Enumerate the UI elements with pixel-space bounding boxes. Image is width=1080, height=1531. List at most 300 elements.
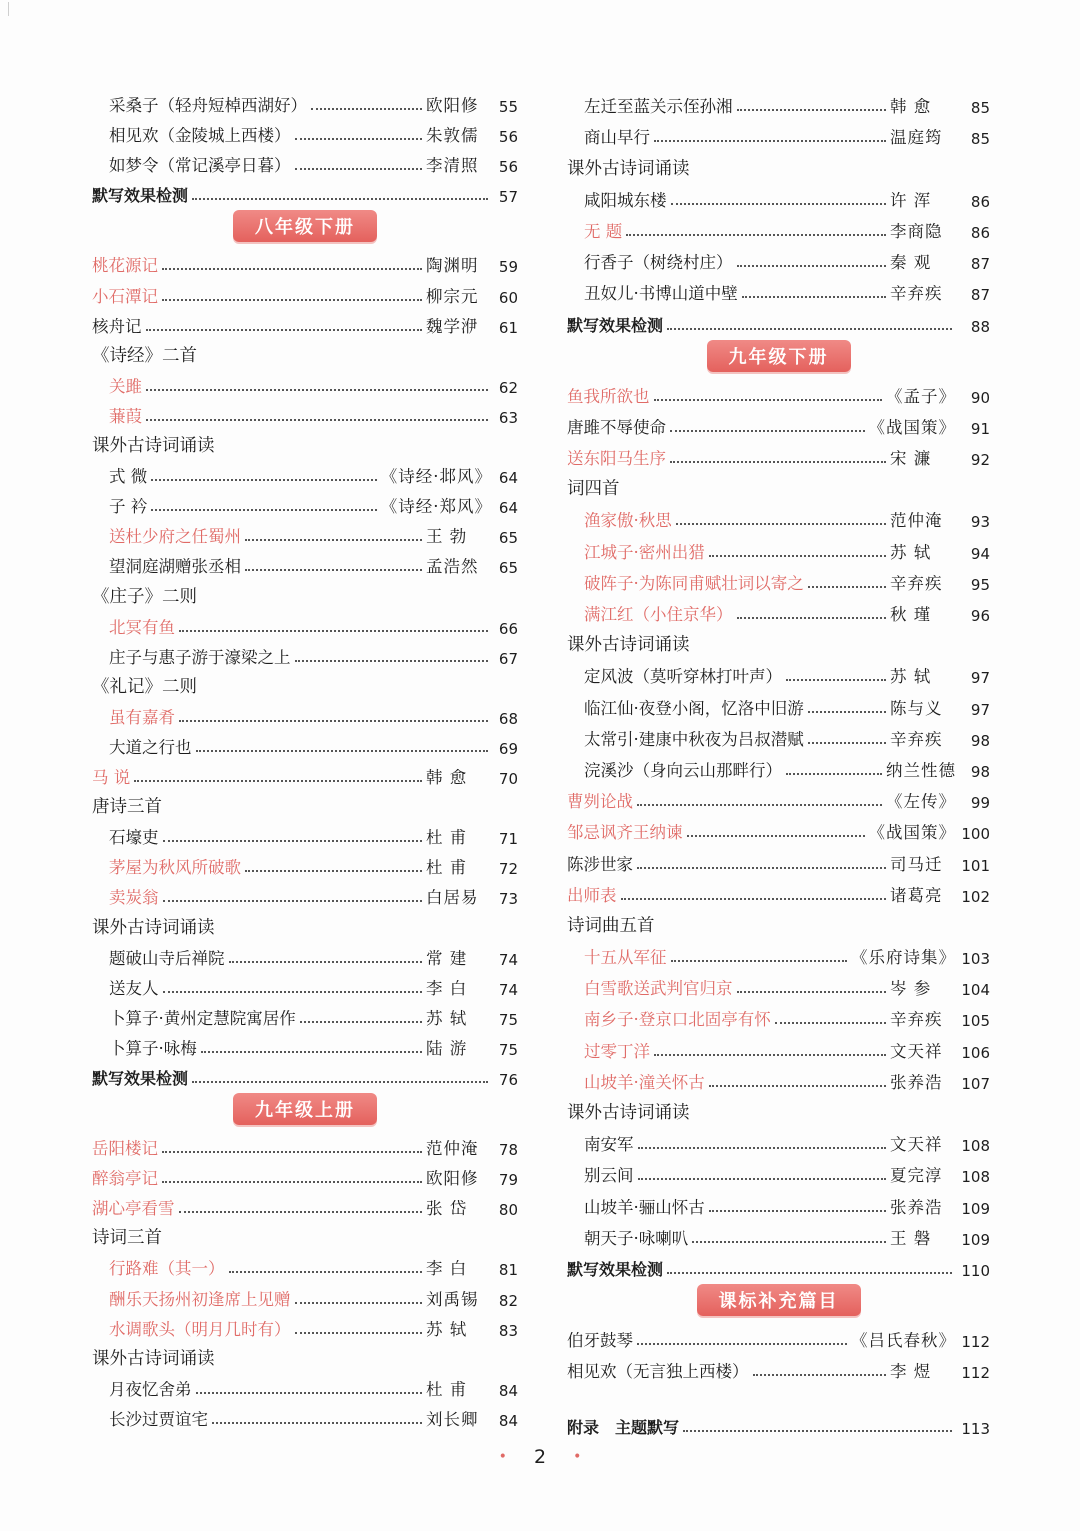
toc-entry[interactable] [92,728,518,758]
entry-title: 长沙过贾谊宅 [109,1409,208,1429]
entry-title: 邹忌讽齐王纳谏 [567,823,683,843]
entry-page-number: 65 [498,529,518,548]
toc-entry[interactable] [92,367,518,397]
entry-title: 出师表 [567,885,617,905]
entry-title: 酬乐天扬州初逢席上见赠 [109,1289,291,1309]
entry-title: 卖炭翁 [109,888,159,908]
entry-author: 陶渊明 [426,256,479,276]
dot-leader [709,1210,886,1212]
entry-author: 纳兰性德 [886,760,956,780]
entry-title: 大道之行也 [109,737,192,757]
entry-title: 送友人 [109,978,159,998]
dot-leader [162,1151,422,1153]
entry-author: 夏完淳 [890,1166,943,1186]
dot-leader [709,1085,886,1087]
dot-leader [737,617,887,619]
toc-entry[interactable] [567,376,990,407]
entry-title: 送杜少府之任蜀州 [109,527,241,547]
entry-page-number: 81 [498,1261,518,1280]
section-banner-label: 课标补充篇目 [697,1284,861,1316]
toc-group-heading: 课外古诗词诵读 [567,158,690,179]
entry-title: 茅屋为秋风所破歌 [109,858,241,878]
entry-title: 满江红（小住京华） [584,605,733,624]
entry-title: 石壕吏 [109,828,159,848]
entry-author: 魏学洢 [426,316,479,336]
toc-entry[interactable] [567,180,990,211]
entry-page-number: 85 [970,99,990,118]
toc-entry[interactable] [92,487,518,517]
toc-entry[interactable] [567,273,990,304]
entry-title: 虽有嘉肴 [109,707,175,727]
toc-entry[interactable] [92,969,518,999]
entry-author: 《左传》 [886,792,956,812]
toc-entry[interactable] [92,1129,518,1159]
entry-title: 白雪歌送武判官归京 [584,979,733,999]
dot-leader [753,1374,887,1376]
entry-page-number: 74 [498,950,518,969]
entry-title: 卜算子·黄州定慧院寓居作 [109,1008,296,1028]
toc-entry[interactable] [567,781,990,812]
entry-title: 如梦令（常记溪亭日暮） [109,156,291,176]
dot-leader [151,479,377,481]
section-banner-label: 八年级下册 [233,210,377,242]
entry-title: 默写效果检测 [567,315,664,335]
toc-entry[interactable] [92,1279,518,1309]
toc-entry[interactable] [92,246,518,276]
entry-author: 司马迁 [890,854,943,874]
dot-leader [637,1343,847,1345]
entry-page-number: 83 [498,1321,518,1340]
dot-leader [134,780,422,782]
entry-page-number: 82 [498,1291,518,1310]
entry-page-number: 84 [498,1381,518,1400]
entry-page-number: 93 [970,513,990,532]
dot-leader [667,328,952,330]
dot-leader [163,991,423,993]
entry-page-number: 62 [498,378,518,397]
toc-entry[interactable] [92,397,518,427]
entry-page-number: 60 [498,288,518,307]
toc-entry[interactable] [567,1062,990,1093]
dot-leader [786,679,886,681]
entry-author: 岑 参 [890,979,932,999]
entry-page-number: 80 [498,1201,518,1220]
toc-group-heading: 词四首 [567,479,620,500]
toc-entry[interactable] [567,1155,990,1186]
toc-entry[interactable] [92,638,518,668]
entry-page-number: 94 [970,544,990,563]
entry-title: 子 衿 [109,497,148,517]
section-banner [92,1089,518,1129]
toc-entry[interactable] [567,117,990,148]
entry-author: 文天祥 [890,1135,943,1155]
toc-entry[interactable] [92,1029,518,1059]
dot-leader [637,867,886,869]
entry-author: 《乐府诗集》 [851,948,956,968]
entry-author: 辛弃疾 [890,1010,943,1030]
dot-leader [808,711,886,713]
toc-entry[interactable] [92,878,518,908]
entry-title: 山坡羊·骊山怀古 [584,1197,705,1217]
entry-title: 马 说 [92,768,131,788]
entry-author: 许 浑 [890,190,932,210]
entry-title: 南安军 [584,1135,634,1155]
entry-page-number: 65 [498,559,518,578]
entry-author: 张养浩 [890,1072,943,1092]
dot-leader [808,742,886,744]
toc-entry[interactable] [92,1400,518,1430]
toc-entry[interactable] [567,1406,990,1437]
entry-author: 常 建 [426,948,468,968]
entry-title: 附录 主题默写 [567,1417,680,1437]
toc-entry[interactable] [92,1370,518,1400]
entry-author: 李清照 [426,156,479,176]
entry-page-number: 69 [498,739,518,758]
entry-page-number: 79 [498,1171,518,1190]
toc-entry[interactable] [567,875,990,906]
entry-page-number: 86 [970,223,990,242]
entry-page-number: 107 [961,1074,990,1093]
toc-entry[interactable] [567,531,990,562]
toc-entry[interactable] [567,242,990,273]
toc-group-heading: 《礼记》二则 [92,676,197,697]
entry-author: 孟浩然 [426,557,479,577]
toc-entry[interactable] [92,1189,518,1219]
toc-group-heading: 唐诗三首 [92,797,162,818]
entry-title: 湖心亭看雪 [92,1199,175,1219]
dot-leader [146,419,488,421]
entry-page-number: 103 [961,950,990,969]
entry-author: 辛弃疾 [890,573,943,593]
entry-page-number: 68 [498,709,518,728]
toc-entry[interactable] [92,939,518,969]
entry-page-number: 109 [961,1230,990,1249]
entry-author: 《战国策》 [868,417,956,437]
entry-title: 无 题 [584,221,623,241]
entry-title: 渔家傲·秋思 [584,511,672,531]
entry-page-number: 108 [961,1168,990,1187]
entry-page-number: 85 [970,130,990,149]
entry-page-number: 87 [970,286,990,305]
entry-page-number: 106 [961,1043,990,1062]
toc-entry[interactable] [92,116,518,146]
entry-author: 《孟子》 [886,386,956,406]
toc-group-heading: 课外古诗词诵读 [567,1103,690,1123]
entry-title: 别云间 [584,1166,634,1186]
entry-title: 破阵子·为陈同甫赋壮词以寄之 [584,573,804,593]
dot-leader [671,960,848,962]
toc-entry[interactable] [92,547,518,577]
entry-title: 相见欢（金陵城上西楼） [109,126,291,146]
entry-page-number: 99 [970,794,990,813]
toc-group-heading: 课外古诗词诵读 [92,917,215,938]
dot-leader [162,268,422,270]
dot-leader [737,991,887,993]
entry-author: 宋 濂 [890,449,932,469]
entry-page-number: 74 [498,980,518,999]
toc-entry[interactable] [92,698,518,728]
entry-title: 庄子与惠子游于濠梁之上 [109,647,291,667]
toc-entry[interactable] [92,307,518,337]
dot-leader [670,461,886,463]
entry-page-number: 91 [970,419,990,438]
entry-title: 北冥有鱼 [109,617,175,637]
dot-leader [163,900,423,902]
entry-author: 韩 愈 [890,97,932,117]
toc-entry[interactable] [567,1186,990,1217]
entry-author: 苏 轼 [890,542,932,562]
toc-group-heading: 《庄子》二则 [92,586,197,607]
entry-page-number: 108 [961,1137,990,1156]
entry-title: 伯牙鼓琴 [567,1331,633,1351]
toc-group-heading: 课外古诗词诵读 [92,436,215,457]
dot-leader [786,773,882,775]
toc-group-heading: 诗词曲五首 [567,915,655,936]
toc-entry[interactable] [567,563,990,594]
entry-page-number: 56 [498,158,518,177]
toc-entry[interactable] [567,999,990,1030]
entry-author: 欧阳修 [426,1169,479,1189]
entry-title: 行路难（其一） [109,1259,225,1279]
dot-leader [808,586,886,588]
entry-author: 欧阳修 [426,96,479,116]
entry-title: 水调歌头（明月几时有） [109,1319,291,1339]
entry-page-number: 64 [498,499,518,518]
toc-entry[interactable] [567,1124,990,1155]
entry-page-number: 75 [498,1040,518,1059]
entry-author: 《战国策》 [868,823,956,843]
entry-author: 张养浩 [890,1197,943,1217]
entry-page-number: 110 [961,1261,990,1280]
entry-page-number: 92 [970,451,990,470]
toc-entry[interactable] [92,1159,518,1189]
toc-entry[interactable] [567,500,990,531]
toc-entry[interactable] [567,968,990,999]
toc-entry[interactable] [567,1249,990,1280]
dot-leader [654,140,886,142]
entry-author: 王 磐 [890,1228,932,1248]
dot-leader [196,1392,423,1394]
toc-entry[interactable] [567,719,990,750]
entry-page-number: 87 [970,255,990,274]
toc-entry[interactable] [567,304,990,335]
toc-entry[interactable] [567,687,990,718]
entry-title: 小石潭记 [92,286,158,306]
toc-entry[interactable] [567,438,990,469]
entry-page-number: 61 [498,318,518,337]
entry-page-number: 97 [970,700,990,719]
entry-author: 朱敦儒 [426,126,479,146]
entry-page-number: 100 [961,825,990,844]
dot-leader [638,1147,887,1149]
toc-entry[interactable] [567,656,990,687]
entry-title: 式 微 [109,467,148,487]
entry-page-number: 98 [970,762,990,781]
toc-entry[interactable] [92,848,518,878]
entry-author: 范仲淹 [426,1139,479,1159]
toc-entry[interactable] [567,211,990,242]
entry-author: 王 勃 [426,527,468,547]
toc-entry[interactable] [92,276,518,306]
entry-title: 行香子（树绕村庄） [584,253,733,273]
toc-entry[interactable] [92,176,518,206]
toc-entry[interactable] [567,937,990,968]
entry-page-number: 97 [970,669,990,688]
entry-page-number: 113 [961,1419,990,1438]
toc-entry[interactable] [567,1320,990,1351]
dot-leader [671,203,887,205]
entry-author: 秦 观 [890,253,932,273]
dot-leader [179,1211,423,1213]
toc-entry[interactable] [92,818,518,848]
dot-leader [626,234,886,236]
toc-entry[interactable] [92,457,518,487]
dot-leader [179,630,488,632]
dot-leader [692,1241,886,1243]
toc-entry[interactable] [92,1059,518,1089]
dot-leader [229,961,423,963]
page-edge-mark [8,2,9,16]
entry-title: 太常引·建康中秋夜为吕叔潜赋 [584,729,804,749]
entry-author: 范仲淹 [890,511,943,531]
entry-author: 诸葛亮 [890,885,943,905]
dot-leader [667,1272,952,1274]
toc-entry[interactable] [567,86,990,117]
entry-author: 白居易 [426,888,479,908]
entry-page-number: 84 [498,1411,518,1430]
entry-author: 辛弃疾 [890,284,943,304]
entry-page-number: 112 [961,1333,990,1352]
entry-author: 温庭筠 [890,128,943,148]
entry-title: 默写效果检测 [92,186,189,206]
dot-leader [775,1022,886,1024]
entry-title: 商山早行 [584,128,650,148]
entry-author: 柳宗元 [426,286,479,306]
entry-title: 南乡子·登京口北固亭有怀 [584,1010,771,1030]
entry-title: 卜算子·咏梅 [109,1038,197,1058]
dot-leader [201,1051,422,1053]
toc-entry[interactable] [567,594,990,625]
section-banner-label: 九年级上册 [233,1093,377,1125]
dot-leader [687,835,865,837]
dot-leader [245,870,422,872]
footer-dot-right: • [573,1449,582,1465]
dot-leader [295,168,423,170]
entry-title: 过零丁洋 [584,1041,650,1061]
toc-left-column [92,86,518,1430]
dot-leader [245,539,422,541]
entry-title: 唐雎不辱使命 [567,417,666,437]
dot-leader [192,198,488,200]
toc-entry[interactable] [567,407,990,438]
toc-entry[interactable] [92,608,518,638]
entry-author: 《诗经·邶风》 [380,467,492,487]
entry-author: 杜 甫 [426,1379,468,1399]
section-banner [567,336,990,376]
toc-entry[interactable] [567,812,990,843]
entry-title: 送东阳马生序 [567,449,666,469]
entry-author: 《吕氏春秋》 [851,1331,956,1351]
dot-leader [654,1054,886,1056]
dot-leader [676,523,886,525]
entry-author: 辛弃疾 [890,729,943,749]
entry-page-number: 72 [498,860,518,879]
toc-entry[interactable] [92,1310,518,1340]
toc-group-heading: 课外古诗词诵读 [567,635,690,656]
entry-page-number: 75 [498,1010,518,1029]
entry-author: 陈与义 [890,698,943,718]
entry-page-number: 70 [498,770,518,789]
entry-author: 杜 甫 [426,858,468,878]
entry-author: 苏 轼 [426,1319,468,1339]
entry-title: 曹刿论战 [567,792,633,812]
dot-leader [295,660,489,662]
entry-author: 刘禹锡 [426,1289,479,1309]
toc-entry[interactable] [92,999,518,1029]
entry-title: 默写效果检测 [92,1069,189,1088]
toc-entry[interactable] [92,86,518,116]
entry-page-number: 64 [498,469,518,488]
toc-entry[interactable] [92,517,518,547]
toc-entry[interactable] [567,1218,990,1249]
toc-right-column [567,86,990,1438]
toc-entry[interactable] [567,843,990,874]
entry-title: 关雎 [109,376,142,396]
entry-page-number: 96 [970,607,990,625]
dot-leader [151,509,377,511]
entry-title: 山坡羊·潼关怀古 [584,1072,705,1092]
toc-entry[interactable] [92,146,518,176]
entry-title: 岳阳楼记 [92,1139,158,1159]
section-banner [92,206,518,246]
dot-leader [146,329,423,331]
entry-page-number: 71 [498,830,518,849]
entry-title: 醉翁亭记 [92,1169,158,1189]
entry-title: 采桑子（轻舟短棹西湖好） [109,96,307,116]
entry-title: 月夜忆舍弟 [109,1379,192,1399]
dot-leader [229,1271,423,1273]
entry-page-number: 98 [970,731,990,750]
dot-leader [737,109,887,111]
dot-leader [670,430,865,432]
entry-page-number: 86 [970,192,990,211]
entry-page-number: 59 [498,258,518,277]
dot-leader [638,1178,887,1180]
entry-title: 望洞庭湖赠张丞相 [109,557,241,577]
toc-entry[interactable] [92,758,518,788]
entry-author: 李 煜 [890,1362,932,1382]
entry-page-number: 56 [498,128,518,147]
toc-entry[interactable] [567,1351,990,1382]
entry-page-number: 90 [970,388,990,407]
entry-page-number: 109 [961,1199,990,1218]
entry-title: 左迁至蓝关示侄孙湘 [584,97,733,117]
dot-leader [300,1021,422,1023]
toc-entry[interactable] [567,1030,990,1061]
dot-leader [621,898,887,900]
entry-title: 桃花源记 [92,256,158,276]
dot-leader [709,555,886,557]
toc-entry[interactable] [567,750,990,781]
footer-dot-left: • [498,1449,507,1465]
dot-leader [311,108,422,110]
toc-entry[interactable] [92,1249,518,1279]
entry-title: 浣溪沙（身向云山那畔行） [584,760,782,780]
entry-author: 刘长卿 [426,1409,479,1429]
entry-author: 李 白 [426,978,468,998]
entry-author: 秋 瑾 [890,605,932,624]
dot-leader [637,804,882,806]
